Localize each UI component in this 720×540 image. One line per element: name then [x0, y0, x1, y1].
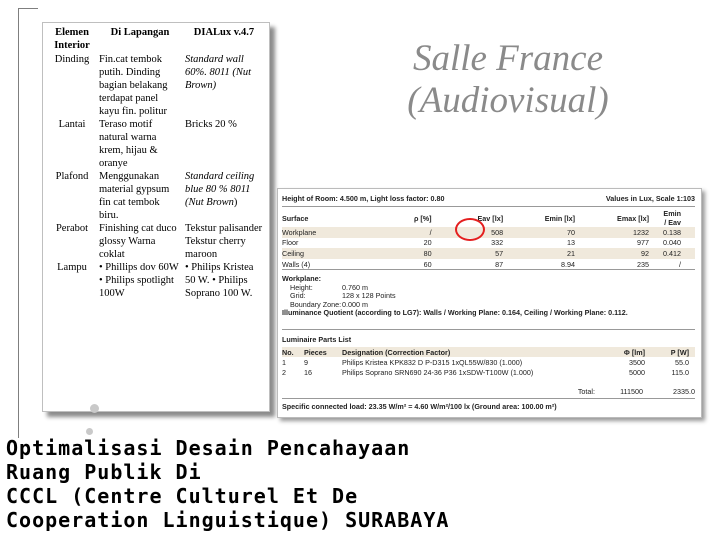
- table-row: [282, 227, 695, 238]
- surface-cell: 1232: [589, 227, 663, 238]
- part-cell: 2: [282, 367, 286, 377]
- surface-table-header: [282, 209, 695, 227]
- part-cell: 9: [304, 357, 308, 367]
- header-field: Di Lapangan: [110, 27, 170, 38]
- dialux-description: Standard wall 60%. 8011 (Nut Brown): [185, 54, 252, 91]
- surface-cell: 80: [385, 248, 445, 259]
- total-flux: 111500: [620, 387, 643, 396]
- col-emax: Emax [lx]: [617, 213, 649, 223]
- table-row: [282, 238, 695, 249]
- dialux-description: Bricks 20 %: [185, 119, 237, 130]
- workplane-title: Workplane:: [282, 274, 322, 283]
- field-description: Finishing cat duco glossy Warna coklat: [99, 223, 177, 260]
- table-row: [282, 248, 695, 259]
- surface-cell: 87: [495, 259, 504, 269]
- title-line-2: (Audiovisual): [407, 80, 609, 121]
- col-reflectance: ρ [%]: [413, 213, 432, 223]
- header-dialux: DIALux v.4.7: [193, 27, 255, 38]
- report-divider: [282, 329, 695, 330]
- table-row: [282, 259, 695, 270]
- surface-cell: 977: [637, 238, 649, 248]
- surface-cell: Workplane: [282, 227, 385, 238]
- parts-table-header: [282, 347, 695, 357]
- surface-cell: 235: [637, 259, 649, 269]
- workplane-section: [282, 275, 695, 318]
- surface-cell: 508: [446, 227, 518, 238]
- element-name: Lampu: [57, 262, 87, 273]
- col-ratio: Emin / Eav: [663, 209, 681, 227]
- report-divider: [282, 398, 695, 399]
- col-surface: Surface: [282, 213, 309, 223]
- field-description: Menggunakan material gypsum fin cat tembok biru.: [99, 171, 170, 221]
- table-row: [47, 118, 265, 170]
- caption-line-4: Cooperation Linguistique) SURABAYA: [6, 508, 450, 532]
- workplane-value: 0.000 m: [342, 299, 368, 309]
- frame-left-line: [18, 8, 19, 438]
- element-table: [47, 25, 265, 300]
- surface-cell: 57: [446, 248, 518, 259]
- surface-cell: 92: [589, 248, 663, 259]
- specific-connected-load: Specific connected load: 23.35 W/m² = 4.60 W/m²/100 lx (Ground area: 100.00 m²): [282, 402, 557, 411]
- element-name: Lantai: [58, 119, 86, 130]
- table-row: [47, 261, 265, 300]
- table-row: [47, 170, 265, 222]
- dialux-report: [277, 188, 702, 418]
- report-divider: [282, 206, 695, 207]
- part-cell: 16: [304, 367, 312, 377]
- col-pieces: Pieces: [304, 347, 342, 357]
- part-cell: 55.0: [675, 357, 689, 367]
- surface-cell: 332: [491, 238, 504, 248]
- surface-cell: Walls (4): [282, 259, 311, 269]
- workplane-value: 0.760 m: [342, 282, 368, 292]
- col-flux: Φ [lm]: [597, 347, 651, 357]
- table-row: [47, 222, 265, 261]
- col-eav: Eav [lx]: [477, 213, 504, 223]
- report-divider: [282, 269, 695, 270]
- part-cell: Philips Soprano SRN690 24-36 P36 1xSDW-T100W (1.000): [342, 367, 534, 377]
- slide-caption: [6, 436, 714, 532]
- illuminance-quotient: Illuminance Quotient (according to LG7): Walls / Working Plane: 0.164, Ceiling / Working Plane: 0.112.: [282, 308, 628, 318]
- total-power: 2335.0: [673, 387, 695, 396]
- element-name: Perabot: [55, 223, 89, 234]
- surface-cell: 20: [423, 238, 432, 248]
- surface-cell: Floor: [282, 238, 299, 248]
- values-scale-label: Values in Lux, Scale 1:103: [605, 194, 695, 203]
- part-cell: 1: [282, 357, 286, 367]
- luminaire-parts-title: Luminaire Parts List: [282, 335, 352, 344]
- caption-line-2: Ruang Publik Di: [6, 460, 202, 484]
- col-designation: Designation (Correction Factor): [342, 347, 597, 357]
- luminaire-parts-table: [282, 347, 695, 377]
- highlight-circle: [455, 218, 485, 241]
- workplane-value: 128 x 128 Points: [342, 291, 396, 301]
- workplane-key: Height:: [290, 282, 313, 292]
- part-cell: 3500: [629, 357, 645, 367]
- surface-cell: 60: [423, 259, 432, 269]
- surface-table: [282, 209, 695, 269]
- report-header: [282, 194, 695, 203]
- element-table-header: [47, 25, 265, 53]
- part-cell: Philips Kristea KPK832 D P-D315 1xQL55W/830 (1.000): [342, 357, 523, 367]
- surface-cell: 21: [517, 248, 589, 259]
- slide-title: [378, 38, 638, 122]
- part-cell: 5000: [629, 367, 645, 377]
- caption-line-1: Optimalisasi Desain Pencahayaan: [6, 436, 411, 460]
- frame-top-line: [18, 8, 38, 9]
- surface-cell: /: [679, 259, 681, 269]
- element-name: Dinding: [54, 54, 90, 65]
- part-cell: 115.0: [671, 367, 689, 377]
- surface-cell: Ceiling: [282, 248, 385, 259]
- dialux-description: Standard ceiling blue 80 % 8011 (Nut Brown): [185, 171, 255, 208]
- element-table-panel: [42, 22, 270, 412]
- caption-line-3: CCCL (Centre Culturel Et De: [6, 484, 359, 508]
- table-row: [282, 357, 695, 367]
- surface-cell: /: [385, 227, 445, 238]
- surface-cell: 0.040: [663, 238, 681, 248]
- surface-cell: 70: [517, 227, 589, 238]
- title-line-1: Salle France: [412, 38, 604, 79]
- field-description: Fin.cat tembok putih. Dinding bagian belakang terdapat panel kayu fin. politur: [99, 54, 168, 117]
- bullet-dot: [86, 428, 93, 435]
- col-emin: Emin [lx]: [544, 213, 576, 223]
- col-no: No.: [282, 347, 304, 357]
- field-description: Teraso motif natural warna krem, hijau & oranye: [99, 119, 158, 169]
- field-description: • Phillips dov 60W • Philips spotlight 100W: [99, 262, 179, 299]
- workplane-key: Boundary Zone:: [290, 299, 342, 309]
- dialux-description: Tekstur palisander Tekstur cherry maroon: [185, 223, 263, 260]
- surface-cell: 13: [567, 238, 576, 248]
- parts-total-row: [282, 387, 695, 396]
- total-label: Total:: [577, 387, 595, 396]
- bullet-dot: [90, 404, 99, 413]
- surface-cell: 0.412: [663, 248, 695, 259]
- table-row: [47, 53, 265, 118]
- workplane-key: Grid:: [290, 291, 306, 301]
- header-element: Elemen Interior: [54, 27, 90, 51]
- dialux-description: • Philips Kristea 50 W. • Philips Soprano 100 W.: [185, 262, 254, 299]
- surface-cell: 0.138: [663, 227, 695, 238]
- col-power: P [W]: [651, 347, 695, 357]
- element-name: Plafond: [55, 171, 89, 182]
- surface-cell: 8.94: [561, 259, 576, 269]
- room-height-label: Height of Room: 4.500 m, Light loss factor: 0.80: [282, 194, 445, 203]
- table-row: [282, 367, 695, 377]
